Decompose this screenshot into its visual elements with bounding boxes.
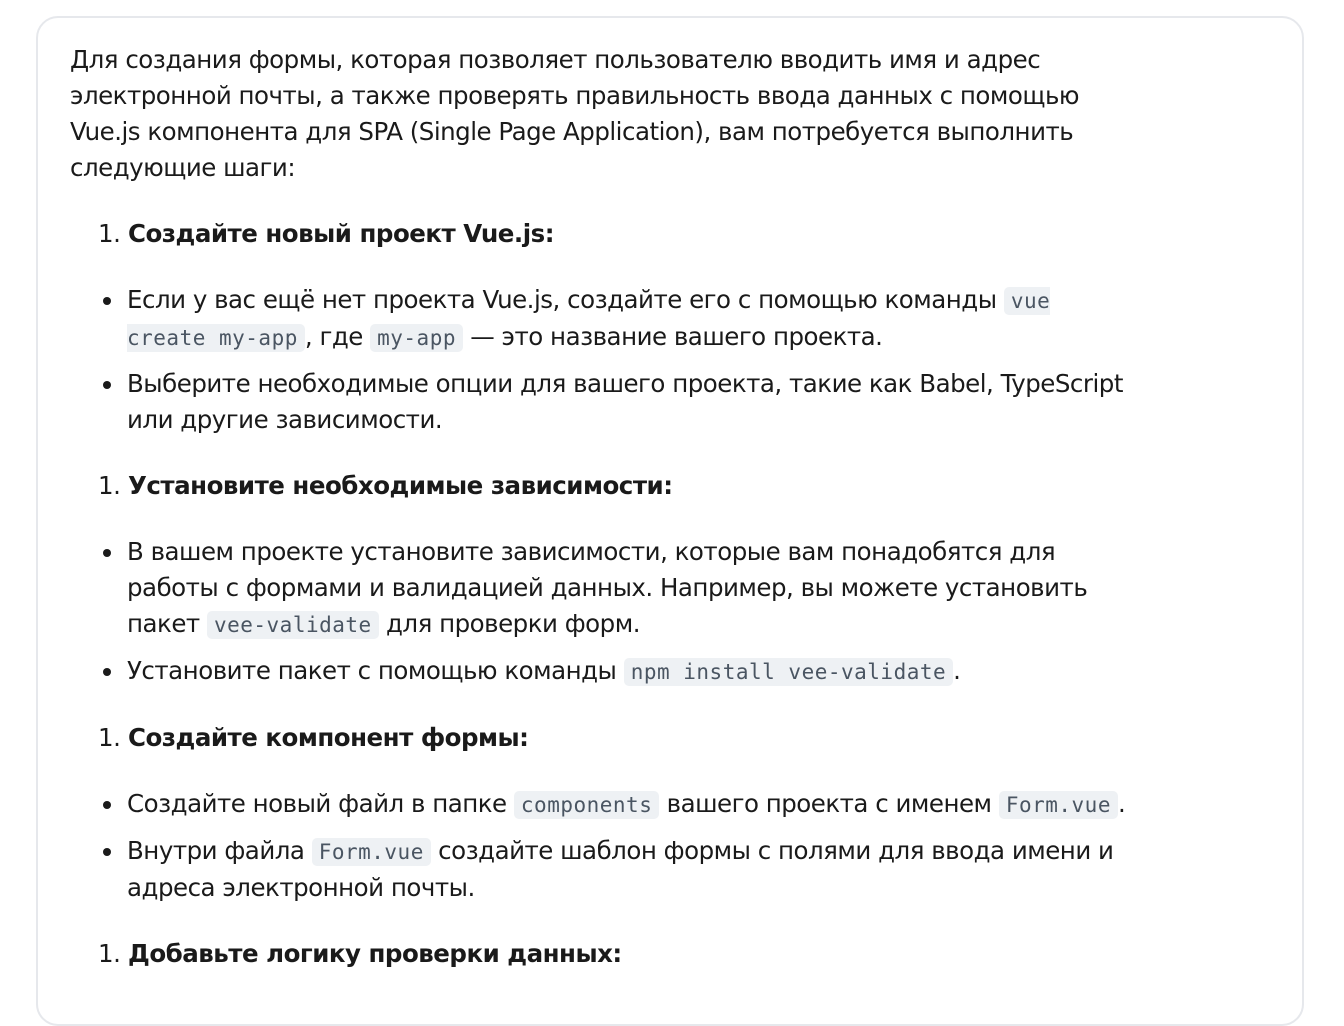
step-title: Добавьте логику проверки данных: — [128, 939, 622, 968]
step-title: Установите необходимые зависимости: — [128, 471, 673, 500]
step-title: Создайте компонент формы: — [128, 723, 529, 752]
bullet-item — [70, 786, 1130, 823]
step-number: 1. — [98, 723, 121, 752]
bullet-item — [70, 366, 1130, 438]
bullet-text: создайте шаблон формы с полями для ввода имени и адреса электронной почты. — [127, 836, 1114, 902]
bullet-item — [70, 534, 1130, 643]
step-number: 1. — [98, 939, 121, 968]
step-bullets — [70, 282, 1130, 438]
bullet-item — [70, 282, 1130, 356]
step-title: Создайте новый проект Vue.js: — [128, 219, 554, 248]
bullet-icon — [103, 297, 111, 305]
inline-code: vee-validate — [207, 611, 379, 639]
bullet-icon — [103, 549, 111, 557]
bullet-text: для проверки форм. — [378, 609, 640, 638]
bullet-icon — [103, 848, 111, 856]
bullet-item — [70, 833, 1130, 906]
bullet-text: Если у вас ещё нет проекта Vue.js, создайте его с помощью команды — [127, 285, 1004, 314]
step-heading — [70, 216, 1130, 252]
step-bullets — [70, 534, 1130, 690]
inline-code: components — [514, 791, 659, 819]
bullet-text: . — [1117, 789, 1126, 818]
bullet-text: Создайте новый файл в папке — [127, 789, 514, 818]
bullet-text: Установите пакет с помощью команды — [127, 656, 624, 685]
bullet-text: Выберите необходимые опции для вашего проекта, такие как Babel, TypeScript или другие зависимости. — [127, 369, 1123, 434]
inline-code: my-app — [370, 324, 463, 352]
bullet-icon — [103, 801, 111, 809]
bullet-text: вашего проекта с именем — [659, 789, 999, 818]
step-bullets — [70, 786, 1130, 906]
bullet-text: — это название вашего проекта. — [462, 322, 883, 351]
bullet-text: Внутри файла — [127, 836, 312, 865]
bullet-text: В вашем проекте установите зависимости, которые вам понадобятся для работы с формами и валидацией данных. Например, вы можете установить пакет — [127, 537, 1088, 638]
intro-paragraph: Для создания формы, которая позволяет пользователю вводить имя и адрес электронной почты, а также проверять правильность ввода данных с помощью Vue.js компонента для SPA (Single Page Application), вам потребуется выполнить следующие шаги: — [70, 45, 1080, 182]
bullet-text: . — [953, 656, 961, 685]
bullet-icon — [103, 668, 111, 676]
inline-code: vue create my-app — [127, 289, 1051, 350]
message-card — [36, 16, 1304, 1026]
step-heading — [70, 468, 1130, 504]
message-content — [70, 42, 1130, 1002]
inline-code: Form.vue — [999, 791, 1118, 819]
bullet-item — [70, 653, 1130, 690]
bullet-text: , где — [304, 322, 371, 351]
bullet-icon — [103, 381, 111, 389]
step-number: 1. — [98, 219, 121, 248]
step-number: 1. — [98, 471, 121, 500]
step-heading — [70, 720, 1130, 756]
inline-code: Form.vue — [312, 838, 431, 866]
inline-code: npm install vee-validate — [624, 658, 953, 686]
step-heading — [70, 936, 1130, 972]
